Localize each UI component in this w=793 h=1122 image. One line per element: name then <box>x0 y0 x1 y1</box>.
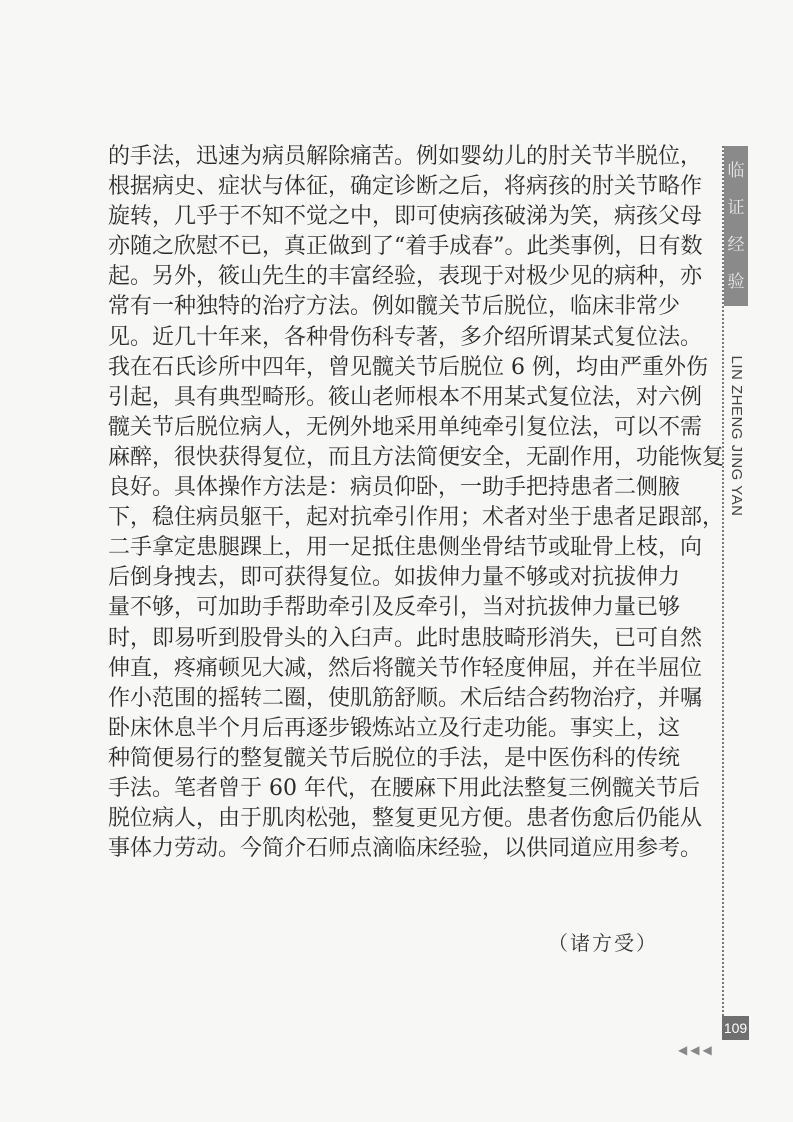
text-line: 的手法，迅速为病员解除痛苦。例如婴幼儿的肘关节半脱位， <box>108 144 703 169</box>
text-line: 卧床休息半个月后再逐步锻炼站立及行走功能。事实上，这 <box>108 715 681 741</box>
text-line: 根据病史、症状与体征，确定诊断之后，将病孩的肘关节略作 <box>108 174 703 200</box>
text-line: 见。近几十年来，各种骨伤科专著，多介绍所谓某式复位法。 <box>108 324 703 350</box>
text-line: 起。另外，筱山先生的丰富经验，表现于对极少见的病种，亦 <box>108 264 703 290</box>
text-line: 伸直，疼痛顿见大减，然后将髋关节作轻度伸屈，并在半屈位 <box>108 655 703 681</box>
text-line: 常有一种独特的治疗方法。例如髋关节后脱位，临床非常少 <box>108 294 681 320</box>
text-line: 事体力劳动。今简介石师点滴临床经验，以供同道应用参考。 <box>108 836 703 862</box>
text-line: 时，即易听到股骨头的入臼声。此时患肢畸形消失，已可自然 <box>108 625 703 651</box>
text-line: 下，稳住病员躯干，起对抗牵引作用；术者对坐于患者足跟部， <box>108 505 725 531</box>
section-pinyin: LIN ZHENG JING YAN <box>728 355 745 517</box>
text-line: 良好。具体操作方法是：病员仰卧，一助手把持患者二侧腋 <box>108 475 681 501</box>
author-signature: （诸方受） <box>548 931 658 955</box>
text-line: 作小范围的摇转二圈，使肌筋舒顺。术后结合药物治疗，并嘱 <box>108 685 703 711</box>
section-tab-char: 临 <box>727 160 745 181</box>
text-line: 髋关节后脱位病人，无例外地采用单纯牵引复位法，可以不需 <box>108 414 703 440</box>
text-line: 脱位病人，由于肌肉松弛，整复更见方便。患者伤愈后仍能从 <box>108 806 703 832</box>
text-line: 旋转，几乎于不知不觉之中，即可使病孩破涕为笑，病孩父母 <box>108 204 703 230</box>
text-line: 亦随之欣慰不已，真正做到了“着手成春”。此类事例，日有数 <box>108 234 703 260</box>
section-tab-char: 证 <box>727 197 745 218</box>
page-number: 109 <box>722 1016 749 1040</box>
text-line: 量不够，可加助手帮助牵引及反牵引，当对抗拔伸力量已够 <box>108 595 681 621</box>
text-line: 麻醉，很快获得复位，而且方法简便安全，无副作用，功能恢复 <box>108 444 725 470</box>
text-line: 二手拿定患腿踝上，用一足抵住患侧坐骨结节或耻骨上枝，向 <box>108 535 703 561</box>
section-tab <box>724 146 748 306</box>
section-tab-char: 验 <box>727 271 745 292</box>
text-line: 我在石氏诊所中四年，曾见髋关节后脱位 6 例，均由严重外伤 <box>108 354 708 380</box>
text-line: 后倒身拽去，即可获得复位。如拔伸力量不够或对抗拔伸力 <box>108 565 681 591</box>
text-line: 手法。笔者曾于 60 年代，在腰麻下用此法整复三例髋关节后 <box>108 775 700 801</box>
text-line: 引起，具有典型畸形。筱山老师根本不用某式复位法，对六例 <box>108 384 703 410</box>
section-tab-char: 经 <box>727 234 745 255</box>
page-arrows-icon: ◀◀◀ <box>678 1043 715 1057</box>
body-text <box>108 142 725 864</box>
text-line: 种简便易行的整复髋关节后脱位的手法，是中医伤科的传统 <box>108 745 681 771</box>
